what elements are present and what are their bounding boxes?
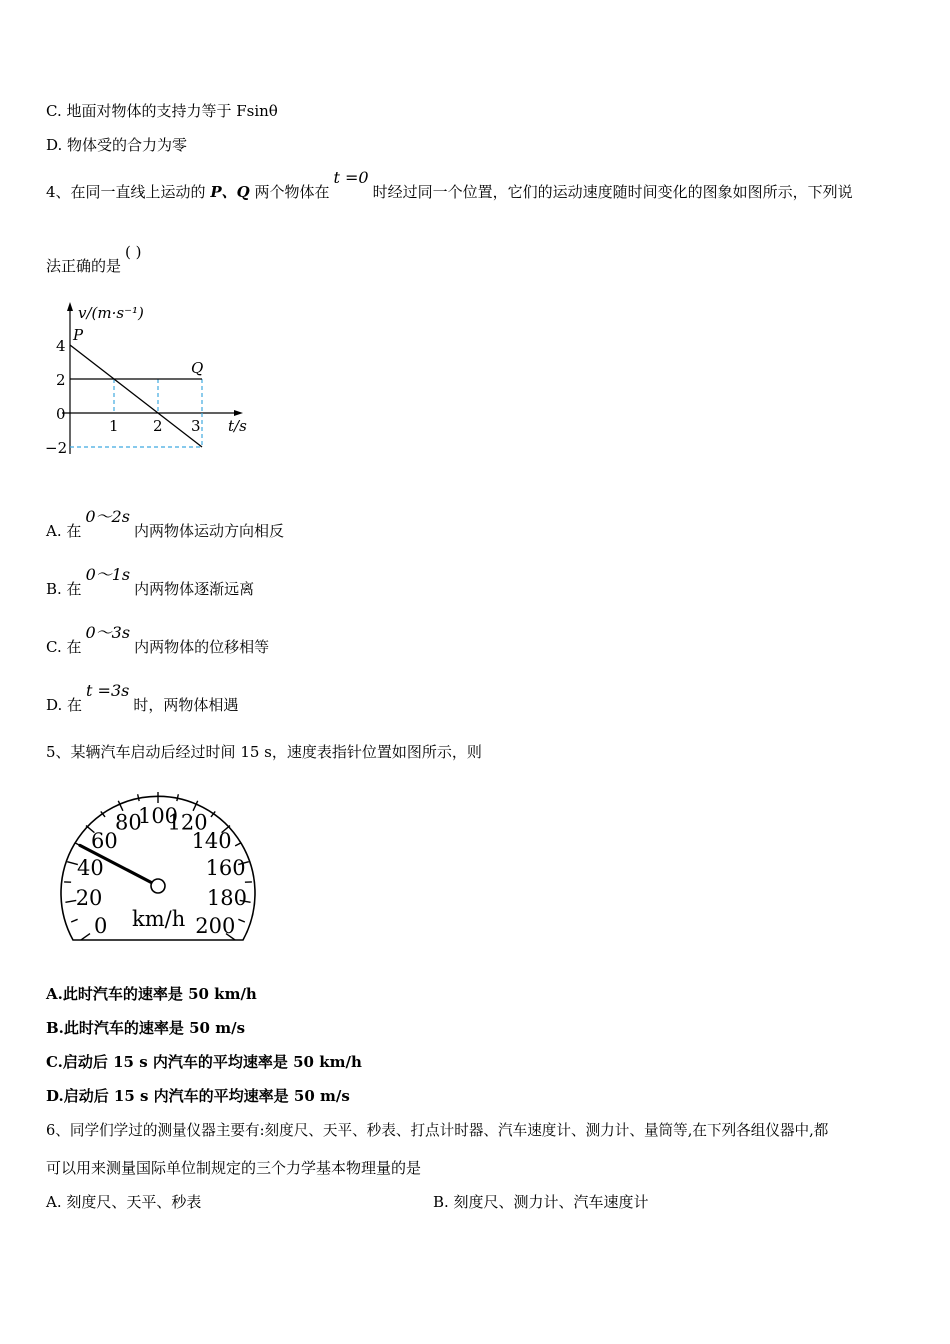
q4-stem-mid: 两个物体在 — [249, 183, 330, 201]
dial-tick — [138, 794, 140, 801]
q4-option-c-suffix: 内两物体的位移相等 — [134, 638, 270, 656]
dial-tick — [81, 934, 90, 940]
speedometer — [58, 782, 258, 944]
y-tick-4: 4 — [56, 337, 66, 355]
y-tick-neg2: −2 — [45, 439, 68, 457]
dial-tick — [71, 919, 77, 922]
q4-stem-line2 — [46, 243, 142, 276]
dial-label: 200 — [195, 914, 236, 939]
y-axis-arrow — [67, 302, 73, 311]
dial-label: 180 — [206, 886, 247, 911]
q4-answer-paren: ( ) — [125, 243, 142, 261]
x-tick-2: 2 — [153, 417, 163, 435]
vt-graph — [40, 296, 260, 472]
dial-label: 160 — [205, 855, 246, 880]
q3-option-c: C. 地面对物体的支持力等于 Fsinθ — [46, 102, 278, 120]
dial-label: 20 — [75, 886, 103, 911]
q4-option-b-suffix: 内两物体逐渐远离 — [134, 580, 255, 598]
q5-option-d: D.启动后 15 s 内汽车的平均速率是 50 m/s — [46, 1087, 350, 1105]
q5-stem: 5、某辆汽车启动后经过时间 15 s，速度表指针位置如图所示，则 — [46, 743, 482, 761]
q4-stem-before: 4、在同一直线上运动的 — [46, 183, 211, 201]
speedometer-unit: km/h — [132, 907, 186, 931]
q4-option-d-prefix: D. 在 — [46, 696, 83, 714]
dial-label: 100 — [137, 804, 179, 828]
q4-option-a-suffix: 内两物体运动方向相反 — [133, 522, 284, 540]
q4-stem-t0: t =0 — [333, 168, 369, 187]
y-tick-0: 0 — [56, 405, 66, 423]
q4-stem-after: 时经过同一个位置，它们的运动速度随时间变化的图象如图所示，下列说 — [372, 183, 853, 201]
q6-option-a: A. 刻度尺、天平、秒表 — [46, 1193, 202, 1211]
q4-option-a-math: 0～2s — [85, 507, 130, 526]
q6-line1: 6、同学们学过的测量仪器主要有:刻度尺、天平、秒表、打点计时器、汽车速度计、测力计、量筒等,在下列各组仪器中,都 — [46, 1122, 829, 1139]
dial-label: 40 — [77, 855, 104, 880]
q4-stem — [46, 168, 853, 202]
x-axis-arrow — [234, 410, 243, 416]
x-axis-label: t/s — [228, 417, 247, 435]
q4-option-a-prefix: A. 在 — [46, 522, 82, 540]
dial-tick — [235, 843, 241, 846]
label-p: P — [73, 326, 84, 344]
q5-option-a: A.此时汽车的速率是 50 km/h — [46, 985, 257, 1003]
q4-option-a — [46, 507, 284, 541]
q4-option-d — [46, 681, 239, 715]
q6-line2: 可以用来测量国际单位制规定的三个力学基本物理量的是 — [46, 1159, 422, 1177]
dial-tick — [65, 900, 76, 902]
y-axis-label: v/(m·s⁻¹) — [78, 304, 144, 322]
x-tick-3: 3 — [191, 417, 201, 435]
q5-option-c: C.启动后 15 s 内汽车的平均速率是 50 km/h — [46, 1053, 362, 1071]
q4-option-c — [46, 623, 270, 657]
q4-option-b — [46, 565, 255, 599]
dial-label: 0 — [93, 914, 108, 939]
q4-option-d-suffix: 时，两物体相遇 — [133, 696, 239, 714]
needle-hub — [151, 879, 165, 893]
x-tick-1: 1 — [109, 417, 119, 435]
q4-stem-pq: P、Q — [210, 183, 250, 201]
y-tick-2: 2 — [56, 371, 66, 389]
dial-label: 120 — [167, 810, 208, 835]
q6-option-b: B. 刻度尺、测力计、汽车速度计 — [433, 1193, 649, 1211]
q4-option-b-prefix: B. 在 — [46, 580, 82, 598]
q4-option-b-math: 0～1s — [85, 565, 131, 584]
dial-label: 80 — [115, 810, 142, 835]
q5-option-b: B.此时汽车的速率是 50 m/s — [46, 1019, 246, 1037]
q4-stem-line2-text: 法正确的是 — [46, 257, 122, 275]
q4-option-c-math: 0～3s — [85, 623, 131, 642]
q4-option-c-prefix: C. 在 — [46, 638, 82, 656]
dial-label: 140 — [191, 829, 232, 854]
label-q: Q — [191, 359, 204, 377]
q3-option-d: D. 物体受的合力为零 — [46, 136, 188, 154]
p-line — [70, 345, 202, 447]
dial-tick — [238, 919, 244, 922]
dial-tick — [177, 794, 179, 801]
q4-option-d-math: t =3s — [86, 681, 130, 700]
dial-label: 60 — [91, 829, 118, 854]
